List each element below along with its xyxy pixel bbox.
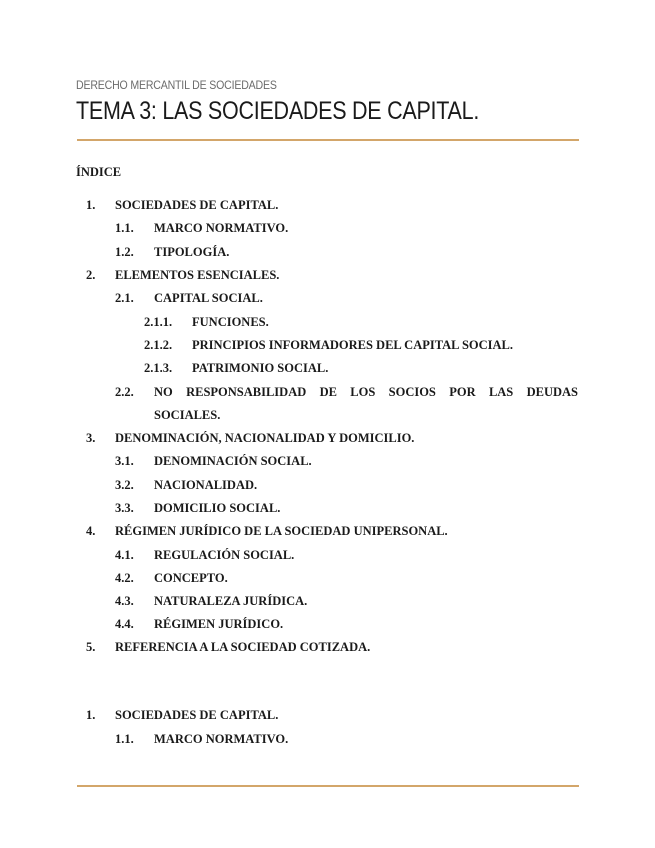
toc-item-text: DOMICILIO SOCIAL. [154, 501, 281, 515]
document-subtitle: DERECHO MERCANTIL DE SOCIEDADES [76, 78, 277, 92]
toc-item-number: 3.2. [115, 478, 134, 492]
toc-item-text: CONCEPTO. [154, 571, 228, 585]
toc-item-number: 2.1.3. [144, 361, 173, 375]
toc-item-text: TIPOLOGÍA. [154, 245, 230, 259]
toc-item-number: 2. [86, 268, 96, 282]
section-title: MARCO NORMATIVO. [154, 732, 289, 746]
toc-item-number: 5. [86, 640, 96, 654]
toc-item-text: RÉGIMEN JURÍDICO. [154, 617, 284, 631]
toc-item-number: 3. [86, 431, 96, 445]
toc-item-number: 1.2. [115, 245, 134, 259]
toc-item-text: FUNCIONES. [192, 315, 269, 329]
toc-item-number: 4.4. [115, 617, 134, 631]
toc-item-text: PATRIMONIO SOCIAL. [192, 361, 329, 375]
section-number: 1. [86, 708, 96, 722]
toc-item-text: DENOMINACIÓN SOCIAL. [154, 454, 312, 468]
toc-item-number: 2.1.2. [144, 338, 173, 352]
toc-item-text: MARCO NORMATIVO. [154, 221, 289, 235]
toc-item-number: 4.1. [115, 548, 134, 562]
toc-item-number: 2.1.1. [144, 315, 173, 329]
toc-item-number: 1.1. [115, 221, 134, 235]
index-heading: ÍNDICE [76, 165, 122, 179]
document-title: TEMA 3: LAS SOCIEDADES DE CAPITAL. [76, 97, 480, 125]
section-title: SOCIEDADES DE CAPITAL. [115, 708, 279, 722]
toc-item-text: SOCIALES. [154, 408, 221, 422]
toc-item-number: 4. [86, 524, 96, 538]
toc-item-text: NO RESPONSABILIDAD DE LOS SOCIOS POR LAS DEUDAS [154, 385, 578, 399]
toc-item-number: 3.3. [115, 501, 134, 515]
toc-item-number: 1. [86, 198, 96, 212]
toc-item-number: 3.1. [115, 454, 134, 468]
toc-item-number: 2.1. [115, 291, 134, 305]
toc-item-text: REGULACIÓN SOCIAL. [154, 548, 295, 562]
toc-item-number: 2.2. [115, 385, 134, 399]
toc-item-text: NATURALEZA JURÍDICA. [154, 594, 308, 608]
toc-item-text: DENOMINACIÓN, NACIONALIDAD Y DOMICILIO. [115, 431, 415, 445]
section-number: 1.1. [115, 732, 134, 746]
toc-item-text: NACIONALIDAD. [154, 478, 258, 492]
footer-divider [77, 785, 579, 787]
toc-item-text: CAPITAL SOCIAL. [154, 291, 263, 305]
toc-item-number: 4.3. [115, 594, 134, 608]
toc-item-text: SOCIEDADES DE CAPITAL. [115, 198, 279, 212]
toc-item-text: PRINCIPIOS INFORMADORES DEL CAPITAL SOCIAL. [192, 338, 513, 352]
toc-item-text: ELEMENTOS ESENCIALES. [115, 268, 280, 282]
toc-item-text: REFERENCIA A LA SOCIEDAD COTIZADA. [115, 640, 371, 654]
header-divider [77, 139, 579, 141]
toc-item-text: RÉGIMEN JURÍDICO DE LA SOCIEDAD UNIPERSONAL. [115, 524, 448, 538]
toc-item-number: 4.2. [115, 571, 134, 585]
